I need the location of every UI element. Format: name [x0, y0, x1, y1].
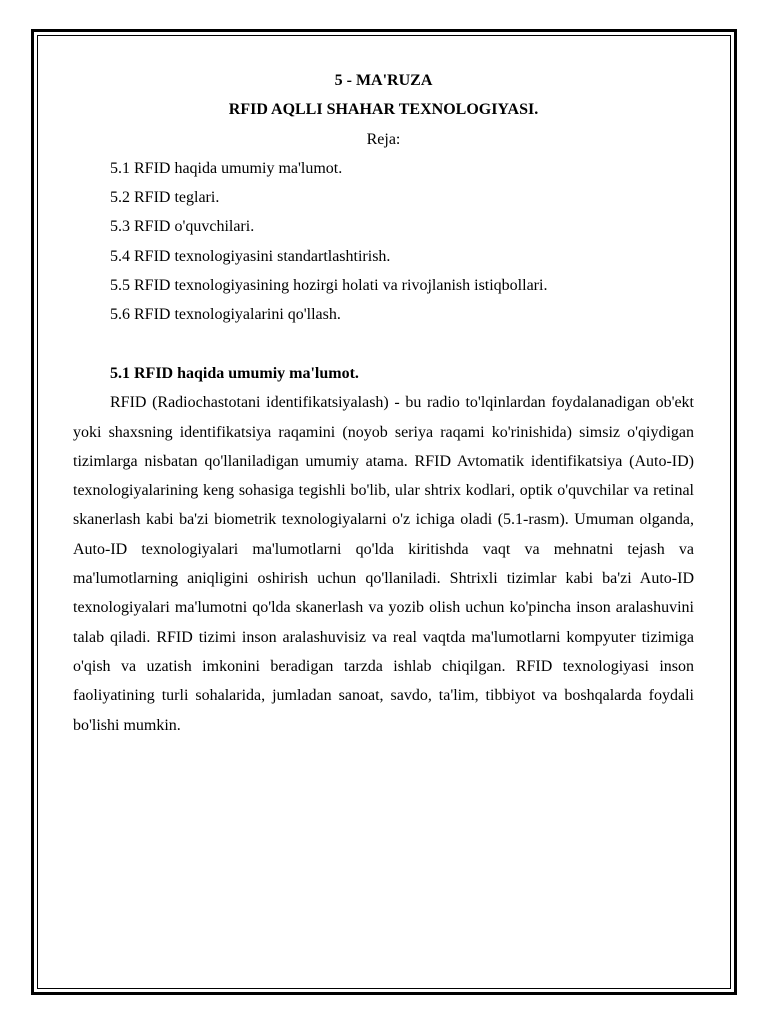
- plan-item: 5.5 RFID texnologiyasining hozirgi holati va rivojlanish istiqbollari.: [110, 277, 548, 295]
- body-paragraph: RFID (Radiochastotani identifikatsiyalash) - bu radio to'lqinlardan foydalanadigan ob'ekt yoki shaxsning identifikatsiya raqamini (noyob seriya raqami ko'rinishida) simsiz o'qiydigan tizimlarga nisbatan qo'llaniladigan umumiy atama. RFID Avtomatik identifikatsiya (Auto-ID) texnologiyalarining keng sohasiga tegishli bo'lib, ular shtrix kodlari, optik o'quvchilar va retinal skanerlash kabi ba'zi biometrik texnologiyalarni o'z ichiga oladi (5.1-rasm). Umuman olganda, Auto-ID texnologiyalari ma'lumotlarni qo'lda kiritishda vaqt va mehnatni tejash va ma'lumotlarning aniqligini oshirish uchun qo'llaniladi. Shtrixli tizimlar kabi ba'zi Auto-ID texnologiyalari ma'lumotni qo'lda skanerlash va yozib olish uchun ko'pincha inson aralashuvini talab qiladi. RFID tizimi inson aralashuvisiz va real vaqtda ma'lumotlarni kompyuter tizimiga o'qish va uzatish imkonini beradigan tarzda ishlab chiqilgan. RFID texnologiyasi inson faoliyatining turli sohalarida, jumladan sanoat, savdo, ta'lim, tibbiyot va boshqalarda foydali bo'lishi mumkin.: [73, 394, 694, 734]
- plan-heading: Reja:: [366, 130, 401, 148]
- plan-item: 5.2 RFID teglari.: [110, 189, 220, 207]
- plan-item: 5.6 RFID texnologiyalarini qo'llash.: [110, 306, 341, 324]
- plan-item: 5.1 RFID haqida umumiy ma'lumot.: [110, 159, 343, 177]
- plan-item: 5.4 RFID texnologiyasini standartlashtirish.: [110, 247, 391, 265]
- lecture-number: 5 - MA'RUZA: [334, 72, 433, 89]
- spacer: [73, 330, 694, 359]
- plan-list: [73, 154, 694, 330]
- document-title: RFID AQLLI SHAHAR TEXNOLOGIYASI.: [228, 101, 539, 119]
- document-body: [73, 66, 694, 740]
- plan-item: 5.3 RFID o'quvchilari.: [110, 218, 255, 236]
- section-heading: 5.1 RFID haqida umumiy ma'lumot.: [110, 364, 359, 382]
